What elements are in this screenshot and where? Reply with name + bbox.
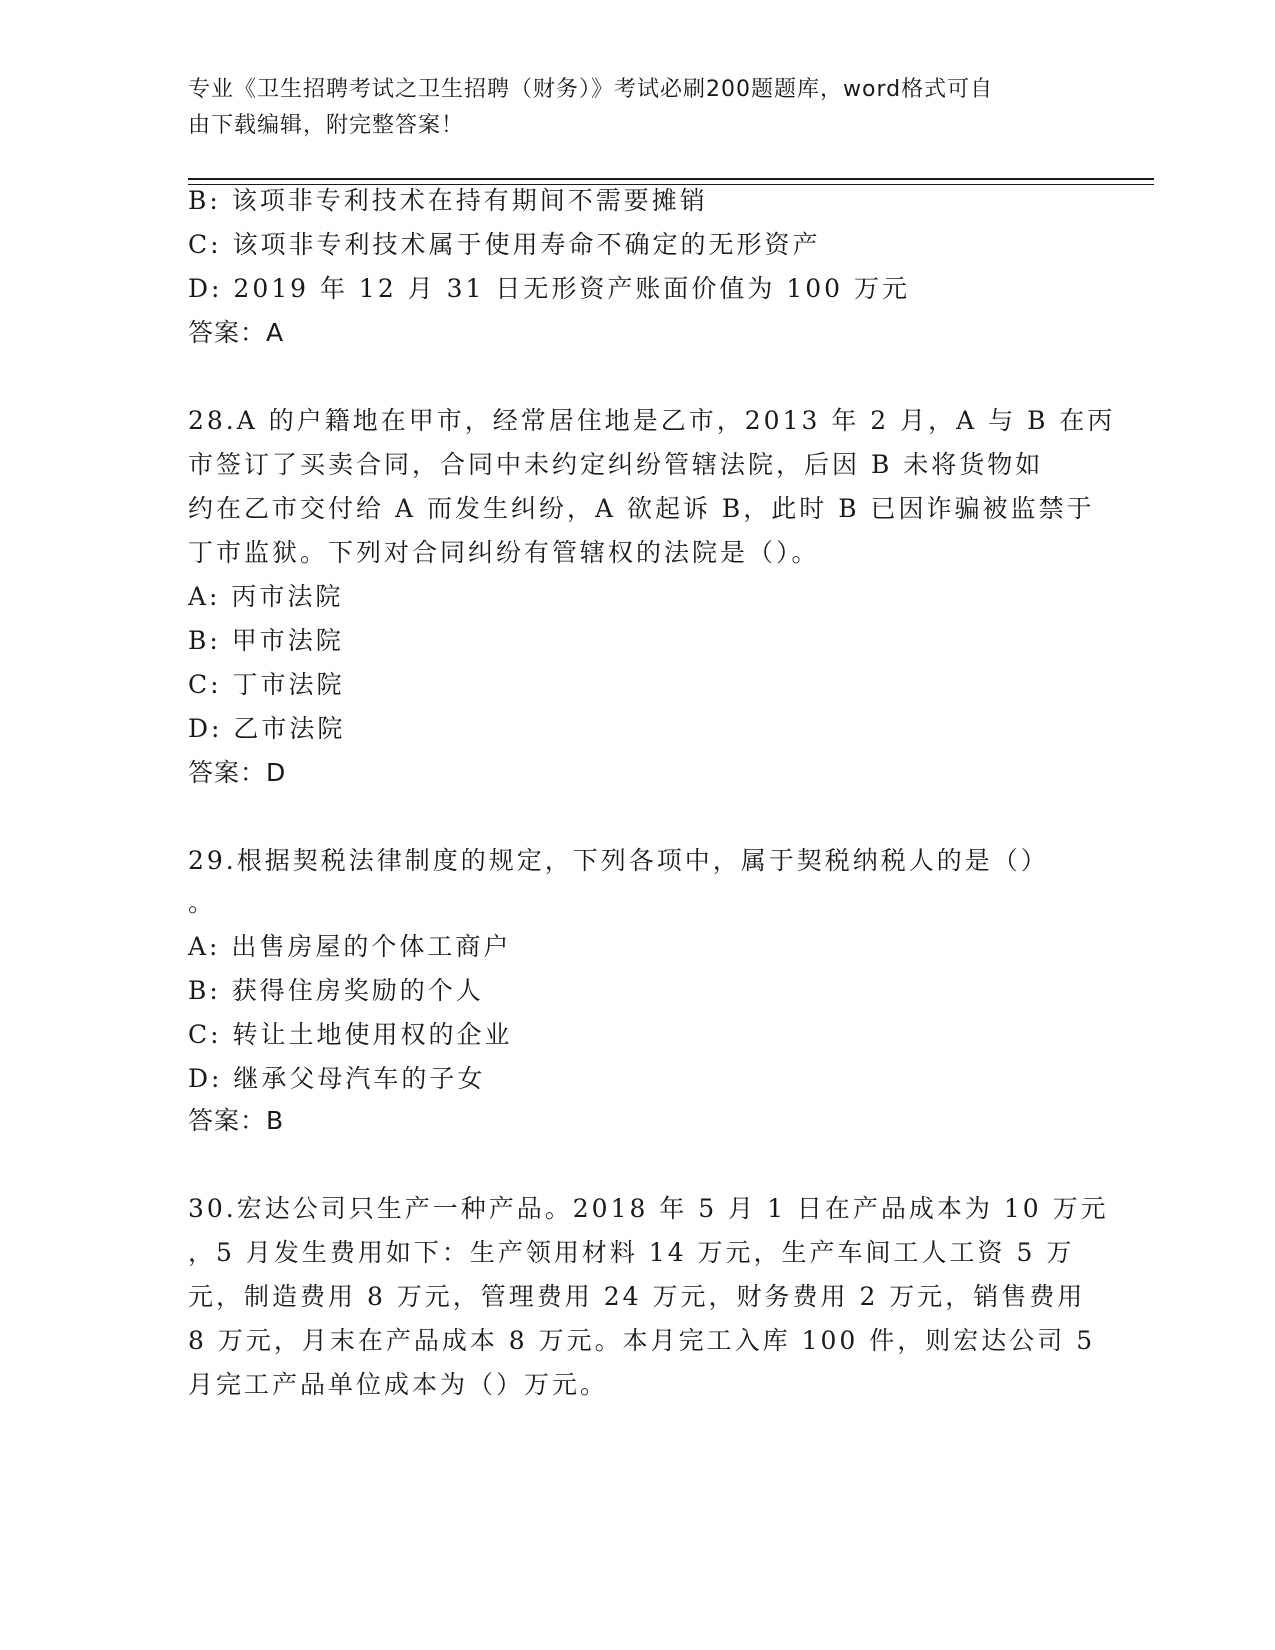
header-line-2: 由下载编辑，附完整答案！	[188, 113, 465, 138]
q29-option-d: D: 继承父母汽车的子女	[188, 1064, 486, 1093]
q29-option-c: C: 转让土地使用权的企业	[188, 1020, 513, 1049]
q28-stem-line-1: 28.A 的户籍地在甲市，经常居住地是乙市，2013 年 2 月，A 与 B 在丙	[188, 406, 1116, 435]
q30-stem-line-5: 月完工产品单位成本为（）万元。	[188, 1370, 609, 1399]
document-header	[188, 72, 1068, 144]
q27-option-c: C: 该项非专利技术属于使用寿命不确定的无形资产	[188, 230, 821, 259]
q29-option-a: A: 出售房屋的个体工商户	[188, 932, 512, 961]
q28-option-b: B: 甲市法院	[188, 626, 344, 655]
q29-option-b: B: 获得住房奖励的个人	[188, 976, 484, 1005]
q28-option-d: D: 乙市法院	[188, 714, 346, 743]
q28-answer: 答案：D	[188, 758, 287, 787]
q27-option-d: D: 2019 年 12 月 31 日无形资产账面价值为 100 万元	[188, 274, 911, 303]
q28-stem-line-4: 丁市监狱。下列对合同纠纷有管辖权的法院是（）。	[188, 538, 820, 567]
q29-stem-line-2: 。	[188, 888, 217, 917]
q30-stem-line-2: ，5 月发生费用如下：生产领用材料 14 万元，生产车间工人工资 5 万	[188, 1238, 1075, 1267]
header-line-1: 专业《卫生招聘考试之卫生招聘（财务）》考试必刷200题题库，word格式可自	[188, 77, 994, 102]
q28-stem-line-3: 约在乙市交付给 A 而发生纠纷，A 欲起诉 B，此时 B 已因诈骗被监禁于	[188, 494, 1095, 523]
q29-stem-line-1: 29.根据契税法律制度的规定，下列各项中，属于契税纳税人的是（）	[188, 846, 1049, 875]
q27-option-b: B: 该项非专利技术在持有期间不需要摊销	[188, 186, 708, 215]
q27-answer: 答案：A	[188, 318, 285, 347]
q30-stem-line-4: 8 万元，月末在产品成本 8 万元。本月完工入库 100 件，则宏达公司 5	[188, 1326, 1096, 1355]
q30-stem-line-3: 元，制造费用 8 万元，管理费用 24 万元，财务费用 2 万元，销售费用	[188, 1282, 1086, 1311]
q29-answer: 答案：B	[188, 1106, 285, 1135]
header-divider-thick	[188, 178, 1154, 180]
q28-stem-line-2: 市签订了买卖合同，合同中未约定纠纷管辖法院，后因 B 未将货物如	[188, 450, 1044, 479]
q28-option-c: C: 丁市法院	[188, 670, 345, 699]
q28-option-a: A: 丙市法院	[188, 582, 344, 611]
q30-stem-line-1: 30.宏达公司只生产一种产品。2018 年 5 月 1 日在产品成本为 10 万元	[188, 1194, 1109, 1223]
